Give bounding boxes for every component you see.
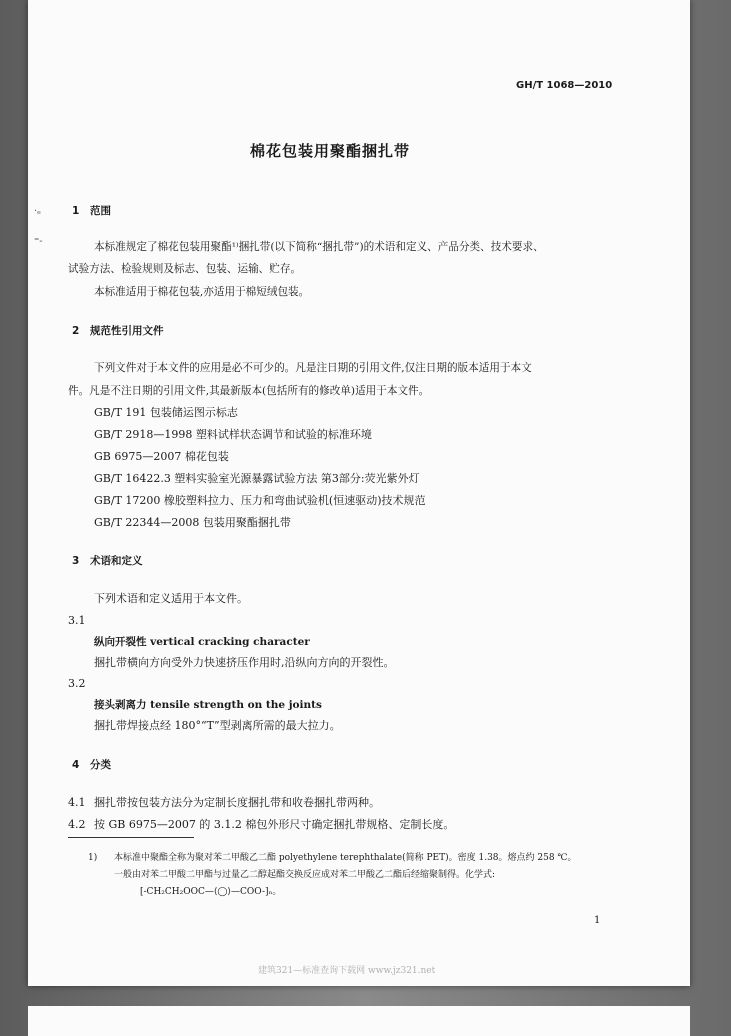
clause-text: 捆扎带按包装方法分为定制长度捆扎带和收卷捆扎带两种。 — [94, 796, 380, 809]
section-1-number: 1 — [72, 205, 80, 217]
section-2-number: 2 — [72, 325, 80, 337]
reference-item: GB/T 22344—2008 包装用聚酯捆扎带 — [94, 516, 291, 529]
standard-number: GH/T 1068—2010 — [516, 80, 613, 91]
footnote-line: 本标准中聚酯全称为聚对苯二甲酸乙二酯 polyethylene terephthalate(简称 PET)。密度 1.38。熔点约 258 ℃。 — [114, 853, 577, 863]
section-1-paragraph-line: 试验方法、检验规则及标志、包装、运输、贮存。 — [68, 263, 302, 275]
section-1-heading: 范围 — [90, 205, 111, 217]
section-3-intro: 下列术语和定义适用于本文件。 — [94, 592, 248, 605]
footnote-marker: 1) — [88, 853, 98, 863]
clause-number: 4.2 — [68, 818, 86, 831]
clause-text: 按 GB 6975—2007 的 3.1.2 棉包外形尺寸确定捆扎带规格、定制长度。 — [94, 818, 455, 831]
section-1-paragraph: 本标准适用于棉花包装,亦适用于棉短绒包装。 — [94, 286, 310, 298]
term-name: 纵向开裂性 vertical cracking character — [94, 636, 310, 648]
reference-item: GB/T 17200 橡胶塑料拉力、压力和弯曲试验机(恒速驱动)技术规范 — [94, 494, 426, 507]
term-name: 接头剥离力 tensile strength on the joints — [94, 699, 322, 711]
reference-item: GB/T 191 包装储运图示标志 — [94, 406, 238, 419]
footnote-separator — [68, 837, 194, 838]
page-number: 1 — [594, 915, 601, 926]
section-3-heading: 术语和定义 — [90, 555, 143, 567]
section-2-paragraph-line: 下列文件对于本文件的应用是必不可少的。凡是注日期的引用文件,仅注日期的版本适用于本文 — [94, 362, 532, 374]
chemical-formula: [-CH₂CH₂OOC—⟨◯⟩—COO-]ₙ。 — [140, 887, 282, 897]
clause-number: 4.1 — [68, 796, 86, 809]
section-1-paragraph-line: 本标准规定了棉花包装用聚酯¹⁾捆扎带(以下简称“捆扎带”)的术语和定义、产品分类、技术要求、 — [94, 241, 544, 253]
reference-item: GB/T 16422.3 塑料实验室光源暴露试验方法 第3部分:荧光紫外灯 — [94, 472, 420, 485]
term-number: 3.2 — [68, 677, 86, 690]
section-4-heading: 分类 — [90, 759, 111, 771]
scan-mark: ⁼‑ — [34, 236, 43, 247]
section-2-paragraph-line: 件。凡是不注日期的引用文件,其最新版本(包括所有的修改单)适用于本文件。 — [68, 385, 430, 397]
section-2-heading: 规范性引用文件 — [90, 325, 164, 337]
document-title: 棉花包装用聚酯捆扎带 — [250, 142, 411, 160]
reference-item: GB/T 2918—1998 塑料试样状态调节和试验的标准环境 — [94, 428, 372, 441]
section-4-number: 4 — [72, 759, 80, 771]
term-definition: 捆扎带横向方向受外力快速挤压作用时,沿纵向方向的开裂性。 — [94, 656, 395, 669]
term-definition: 捆扎带焊接点经 180°“T”型剥离所需的最大拉力。 — [94, 719, 341, 732]
term-number: 3.1 — [68, 614, 86, 627]
footnote-line: 一般由对苯二甲酸二甲酯与过量乙二醇起酯交换反应成对苯二甲酸乙二酯后经缩聚制得。化学式: — [114, 870, 496, 880]
watermark: 建筑321—标准查询下载网 www.jz321.net — [258, 966, 436, 976]
section-3-number: 3 — [72, 555, 80, 567]
scan-mark: ·ₑ — [34, 206, 42, 217]
reference-item: GB 6975—2007 棉花包装 — [94, 450, 229, 463]
document-page — [28, 0, 690, 986]
next-page-edge — [28, 1006, 690, 1036]
